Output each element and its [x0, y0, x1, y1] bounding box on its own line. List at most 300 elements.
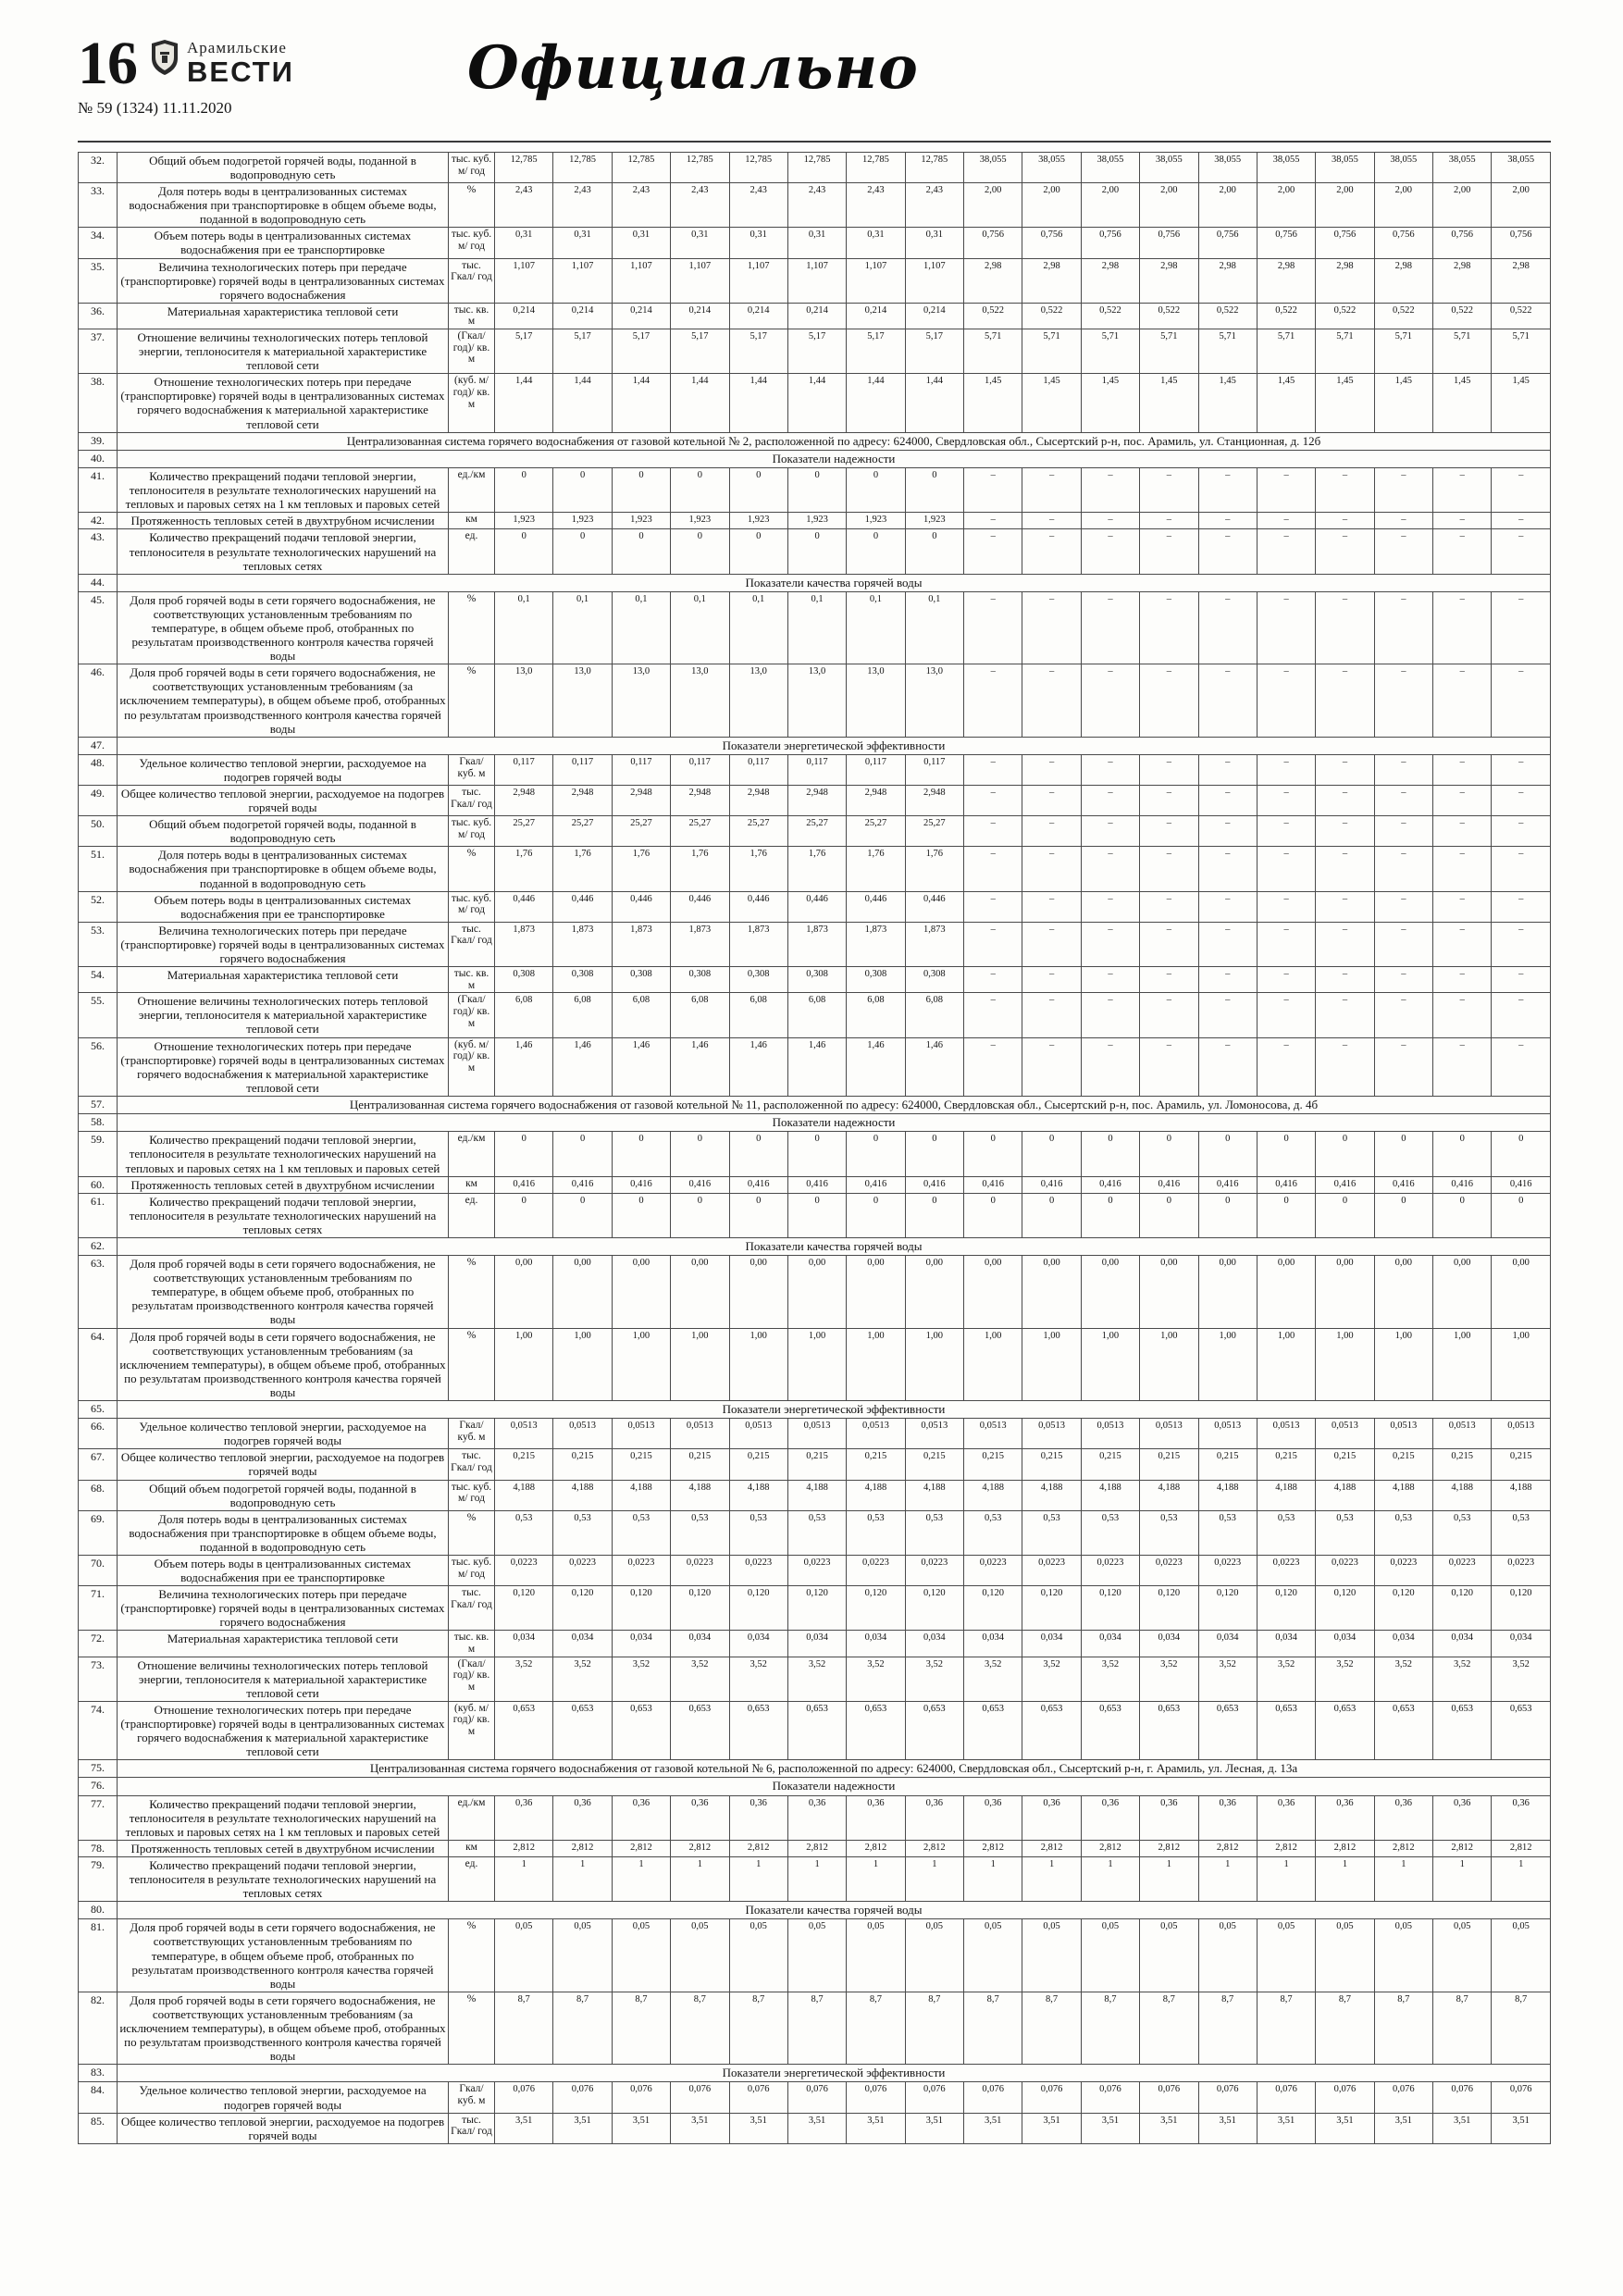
- value-cell: 5,17: [671, 329, 729, 374]
- value-cell: 1,45: [1140, 374, 1198, 432]
- value-cell: 0,05: [905, 1919, 963, 1992]
- value-cell: –: [1492, 847, 1551, 891]
- value-cell: 1,923: [553, 513, 612, 529]
- value-cell: –: [1081, 922, 1139, 966]
- value-cell: 0,0513: [612, 1419, 670, 1449]
- value-cell: –: [1316, 847, 1374, 891]
- value-cell: 0,120: [1433, 1586, 1492, 1631]
- value-cell: 1: [671, 1856, 729, 1901]
- row-description: Отношение величины технологических потерь тепловой энергии, теплоносителя к материальной характеристике тепловой сети: [118, 329, 449, 374]
- value-cell: 3,52: [964, 1657, 1022, 1701]
- value-cell: 0,0513: [1140, 1419, 1198, 1449]
- value-cell: 8,7: [1257, 1992, 1315, 2064]
- value-cell: 0: [1316, 1193, 1374, 1237]
- value-cell: 0,36: [847, 1795, 905, 1840]
- value-cell: –: [1198, 1037, 1257, 1096]
- value-cell: 1,873: [612, 922, 670, 966]
- value-cell: 0,522: [1022, 303, 1081, 329]
- value-cell: 3,51: [847, 2113, 905, 2143]
- value-cell: 0,0513: [1492, 1419, 1551, 1449]
- row-description: Величина технологических потерь при передаче (транспортировке) горячей воды в централизованных системах горячего водоснабжения: [118, 258, 449, 303]
- value-cell: –: [1374, 1037, 1432, 1096]
- value-cell: 0: [495, 1132, 553, 1176]
- value-cell: 0,076: [1316, 2082, 1374, 2113]
- value-cell: 0: [729, 1193, 787, 1237]
- value-cell: 0,076: [729, 2082, 787, 2113]
- value-cell: 38,055: [1198, 153, 1257, 183]
- value-cell: 5,71: [1198, 329, 1257, 374]
- value-cell: 0,215: [553, 1449, 612, 1480]
- value-cell: 0,522: [1257, 303, 1315, 329]
- value-cell: 3,52: [1374, 1657, 1432, 1701]
- value-cell: –: [1316, 967, 1374, 993]
- row-unit: %: [449, 847, 495, 891]
- value-cell: –: [1140, 1037, 1198, 1096]
- row-number: 74.: [79, 1701, 118, 1759]
- value-cell: 0,00: [1492, 1256, 1551, 1328]
- value-cell: 2,948: [553, 786, 612, 816]
- value-cell: 2,948: [612, 786, 670, 816]
- value-cell: 1,76: [553, 847, 612, 891]
- value-cell: 0,446: [612, 891, 670, 922]
- row-number: 32.: [79, 153, 118, 183]
- value-cell: 1,46: [729, 1037, 787, 1096]
- value-cell: 4,188: [1022, 1480, 1081, 1510]
- value-cell: 1,873: [671, 922, 729, 966]
- value-cell: 0: [905, 468, 963, 513]
- row-description: Удельное количество тепловой энергии, расходуемое на подогрев горячей воды: [118, 754, 449, 785]
- value-cell: 2,812: [729, 1840, 787, 1856]
- page-number: 16: [78, 30, 137, 97]
- row-unit: тыс. Гкал/ год: [449, 1449, 495, 1480]
- value-cell: –: [1022, 891, 1081, 922]
- value-cell: 2,812: [495, 1840, 553, 1856]
- value-cell: –: [1198, 754, 1257, 785]
- row-unit: тыс. куб. м/ год: [449, 1555, 495, 1585]
- row-number: 41.: [79, 468, 118, 513]
- value-cell: 0,416: [1433, 1176, 1492, 1193]
- value-cell: 4,188: [671, 1480, 729, 1510]
- row-number: 46.: [79, 664, 118, 737]
- table-row: [79, 993, 1551, 1037]
- value-cell: –: [1081, 967, 1139, 993]
- value-cell: –: [1257, 847, 1315, 891]
- value-cell: 25,27: [787, 816, 846, 847]
- value-cell: 0,1: [553, 591, 612, 664]
- value-cell: –: [1374, 922, 1432, 966]
- value-cell: 1,923: [847, 513, 905, 529]
- value-cell: 5,71: [1022, 329, 1081, 374]
- value-cell: –: [1022, 664, 1081, 737]
- value-cell: 0: [847, 468, 905, 513]
- value-cell: 0,034: [671, 1631, 729, 1657]
- value-cell: 0,0513: [1316, 1419, 1374, 1449]
- value-cell: –: [1492, 513, 1551, 529]
- table-row: [79, 1586, 1551, 1631]
- value-cell: 0,034: [787, 1631, 846, 1657]
- value-cell: 2,00: [1492, 183, 1551, 228]
- value-cell: –: [1140, 847, 1198, 891]
- value-cell: 1,76: [905, 847, 963, 891]
- value-cell: 0,076: [964, 2082, 1022, 2113]
- value-cell: 0,120: [729, 1586, 787, 1631]
- value-cell: 0,53: [1374, 1510, 1432, 1555]
- group-section-title: Показатели надежности: [118, 1114, 1551, 1132]
- row-description: Доля потерь воды в централизованных системах водоснабжения при транспортировке в общем объеме воды, поданной в водопроводную сеть: [118, 1510, 449, 1555]
- value-cell: 0,446: [905, 891, 963, 922]
- value-cell: –: [1433, 591, 1492, 664]
- value-cell: 0,214: [553, 303, 612, 329]
- value-cell: 0,756: [1081, 228, 1139, 258]
- value-cell: 0,00: [1374, 1256, 1432, 1328]
- value-cell: –: [1433, 754, 1492, 785]
- value-cell: –: [1374, 468, 1432, 513]
- value-cell: –: [1198, 664, 1257, 737]
- value-cell: 0,31: [612, 228, 670, 258]
- value-cell: –: [1374, 967, 1432, 993]
- value-cell: –: [1316, 529, 1374, 574]
- value-cell: 13,0: [495, 664, 553, 737]
- table-row: [79, 1449, 1551, 1480]
- value-cell: 3,51: [1257, 2113, 1315, 2143]
- row-description: Материальная характеристика тепловой сети: [118, 967, 449, 993]
- value-cell: 0: [787, 468, 846, 513]
- value-cell: 0,31: [787, 228, 846, 258]
- value-cell: 13,0: [729, 664, 787, 737]
- value-cell: –: [1492, 922, 1551, 966]
- value-cell: 0,117: [612, 754, 670, 785]
- value-cell: 4,188: [1198, 1480, 1257, 1510]
- value-cell: 12,785: [612, 153, 670, 183]
- row-unit: тыс. Гкал/ год: [449, 1586, 495, 1631]
- value-cell: 0,1: [847, 591, 905, 664]
- value-cell: 0: [1257, 1193, 1315, 1237]
- value-cell: 8,7: [1081, 1992, 1139, 2064]
- value-cell: –: [1081, 816, 1139, 847]
- value-cell: –: [1198, 847, 1257, 891]
- value-cell: 1: [495, 1856, 553, 1901]
- value-cell: 0,53: [1257, 1510, 1315, 1555]
- value-cell: 0,308: [905, 967, 963, 993]
- value-cell: 0,416: [1140, 1176, 1198, 1193]
- value-cell: 1,44: [612, 374, 670, 432]
- value-cell: 1,873: [847, 922, 905, 966]
- value-cell: 0,076: [787, 2082, 846, 2113]
- value-cell: 0,446: [787, 891, 846, 922]
- row-number: 68.: [79, 1480, 118, 1510]
- table-row: [79, 513, 1551, 529]
- value-cell: 6,08: [495, 993, 553, 1037]
- value-cell: 0,756: [1198, 228, 1257, 258]
- value-cell: –: [1257, 1037, 1315, 1096]
- table-row: [79, 1176, 1551, 1193]
- system-section-row: [79, 432, 1551, 450]
- value-cell: 0,00: [553, 1256, 612, 1328]
- value-cell: 0,120: [1316, 1586, 1374, 1631]
- system-section-title: Централизованная система горячего водоснабжения от газовой котельной № 2, расположенной по адресу: 624000, Свердловская обл., Сысертский р-н, пос. Арамиль, ул. Станционная, д. 12б: [118, 432, 1551, 450]
- value-cell: 3,51: [1140, 2113, 1198, 2143]
- group-section-row: [79, 574, 1551, 591]
- value-cell: 0,120: [495, 1586, 553, 1631]
- value-cell: 0,416: [905, 1176, 963, 1193]
- value-cell: 1,44: [553, 374, 612, 432]
- table-row: [79, 468, 1551, 513]
- value-cell: –: [1022, 1037, 1081, 1096]
- row-unit: Гкал/ куб. м: [449, 2082, 495, 2113]
- row-number: 44.: [79, 574, 118, 591]
- value-cell: 0,0513: [905, 1419, 963, 1449]
- row-description: Общее количество тепловой энергии, расходуемое на подогрев горячей воды: [118, 2113, 449, 2143]
- value-cell: 0,0513: [1022, 1419, 1081, 1449]
- value-cell: –: [1492, 786, 1551, 816]
- value-cell: –: [1022, 847, 1081, 891]
- value-cell: 1,45: [1492, 374, 1551, 432]
- value-cell: 0,53: [1492, 1510, 1551, 1555]
- row-number: 75.: [79, 1760, 118, 1778]
- row-description: Количество прекращений подачи тепловой энергии, теплоносителя в результате технологических нарушений на тепловых и паровых сетях на 1 км тепловых и паровых сетей: [118, 1795, 449, 1840]
- row-description: Доля проб горячей воды в сети горячего водоснабжения, не соответствующих установленным требованиям (за исключением температуры), в общем объеме проб, отобранных по результатам производственного контроля качества горячей воды: [118, 1992, 449, 2064]
- value-cell: 2,812: [1140, 1840, 1198, 1856]
- value-cell: 1,00: [553, 1328, 612, 1400]
- value-cell: 0,36: [553, 1795, 612, 1840]
- value-cell: 0,0513: [1257, 1419, 1315, 1449]
- value-cell: 2,43: [787, 183, 846, 228]
- value-cell: 13,0: [905, 664, 963, 737]
- value-cell: 0,076: [553, 2082, 612, 2113]
- value-cell: 1,76: [671, 847, 729, 891]
- value-cell: 0: [905, 1193, 963, 1237]
- value-cell: 1,107: [787, 258, 846, 303]
- row-number: 57.: [79, 1096, 118, 1113]
- value-cell: 3,52: [905, 1657, 963, 1701]
- value-cell: –: [1492, 967, 1551, 993]
- value-cell: 4,188: [553, 1480, 612, 1510]
- value-cell: 0,522: [1374, 303, 1432, 329]
- row-number: 39.: [79, 432, 118, 450]
- group-section-row: [79, 2065, 1551, 2082]
- row-number: 34.: [79, 228, 118, 258]
- value-cell: –: [1140, 468, 1198, 513]
- value-cell: –: [1081, 513, 1139, 529]
- value-cell: 0,00: [729, 1256, 787, 1328]
- value-cell: –: [1316, 664, 1374, 737]
- value-cell: 0,0513: [1081, 1419, 1139, 1449]
- value-cell: 0,31: [847, 228, 905, 258]
- value-cell: 0: [553, 468, 612, 513]
- value-cell: –: [1257, 754, 1315, 785]
- value-cell: 0,653: [1492, 1701, 1551, 1759]
- row-unit: %: [449, 1510, 495, 1555]
- value-cell: 25,27: [612, 816, 670, 847]
- value-cell: 12,785: [729, 153, 787, 183]
- table-row: [79, 847, 1551, 891]
- value-cell: 0,31: [495, 228, 553, 258]
- value-cell: 0,31: [905, 228, 963, 258]
- value-cell: 0,756: [1140, 228, 1198, 258]
- official-table: [78, 152, 1551, 2144]
- value-cell: 1,107: [495, 258, 553, 303]
- value-cell: 0: [495, 529, 553, 574]
- value-cell: 1,873: [553, 922, 612, 966]
- value-cell: 0,1: [729, 591, 787, 664]
- value-cell: 0,308: [847, 967, 905, 993]
- value-cell: 0,0223: [495, 1555, 553, 1585]
- value-cell: 0: [964, 1132, 1022, 1176]
- table-row: [79, 153, 1551, 183]
- value-cell: 5,71: [1257, 329, 1315, 374]
- value-cell: 1: [729, 1856, 787, 1901]
- row-number: 52.: [79, 891, 118, 922]
- value-cell: 0,117: [847, 754, 905, 785]
- row-number: 50.: [79, 816, 118, 847]
- value-cell: 0,117: [787, 754, 846, 785]
- group-section-title: Показатели энергетической эффективности: [118, 2065, 1551, 2082]
- value-cell: –: [964, 664, 1022, 737]
- value-cell: –: [1433, 1037, 1492, 1096]
- row-number: 33.: [79, 183, 118, 228]
- value-cell: 0,034: [1081, 1631, 1139, 1657]
- value-cell: 0,653: [671, 1701, 729, 1759]
- row-number: 80.: [79, 1902, 118, 1919]
- value-cell: 0,653: [1198, 1701, 1257, 1759]
- value-cell: 1: [1433, 1856, 1492, 1901]
- value-cell: 0,36: [1198, 1795, 1257, 1840]
- value-cell: 0,00: [787, 1256, 846, 1328]
- value-cell: 1,46: [612, 1037, 670, 1096]
- value-cell: 1,45: [1374, 374, 1432, 432]
- value-cell: –: [1257, 993, 1315, 1037]
- value-cell: 0,36: [1257, 1795, 1315, 1840]
- table-row: [79, 1701, 1551, 1759]
- row-number: 55.: [79, 993, 118, 1037]
- value-cell: 0,446: [671, 891, 729, 922]
- value-cell: 0: [847, 1132, 905, 1176]
- value-cell: 25,27: [847, 816, 905, 847]
- value-cell: 0,31: [671, 228, 729, 258]
- row-unit: Гкал/ куб. м: [449, 754, 495, 785]
- row-description: Величина технологических потерь при передаче (транспортировке) горячей воды в централизованных системах горячего водоснабжения: [118, 1586, 449, 1631]
- value-cell: 0,05: [495, 1919, 553, 1992]
- row-unit: (Гкал/ год)/ кв. м: [449, 993, 495, 1037]
- value-cell: 0,00: [905, 1256, 963, 1328]
- value-cell: –: [1140, 754, 1198, 785]
- value-cell: 38,055: [1140, 153, 1198, 183]
- row-unit: (Гкал/ год)/ кв. м: [449, 1657, 495, 1701]
- value-cell: –: [1081, 591, 1139, 664]
- table-row: [79, 1992, 1551, 2064]
- value-cell: 0,05: [1433, 1919, 1492, 1992]
- value-cell: –: [1198, 529, 1257, 574]
- value-cell: 0,076: [1433, 2082, 1492, 2113]
- value-cell: 0: [612, 468, 670, 513]
- row-unit: %: [449, 1256, 495, 1328]
- row-number: 69.: [79, 1510, 118, 1555]
- value-cell: 0: [612, 1132, 670, 1176]
- value-cell: 0,416: [847, 1176, 905, 1193]
- value-cell: 0,076: [612, 2082, 670, 2113]
- value-cell: 0,034: [1198, 1631, 1257, 1657]
- value-cell: 1,44: [729, 374, 787, 432]
- value-cell: 1,45: [1198, 374, 1257, 432]
- value-cell: 0: [787, 1132, 846, 1176]
- value-cell: 5,17: [787, 329, 846, 374]
- value-cell: 3,51: [905, 2113, 963, 2143]
- value-cell: 12,785: [671, 153, 729, 183]
- value-cell: 0,0223: [905, 1555, 963, 1585]
- value-cell: –: [1492, 468, 1551, 513]
- table-row: [79, 1856, 1551, 1901]
- value-cell: 3,52: [847, 1657, 905, 1701]
- value-cell: 0,653: [905, 1701, 963, 1759]
- value-cell: –: [1316, 513, 1374, 529]
- value-cell: 8,7: [1492, 1992, 1551, 2064]
- value-cell: 3,51: [1316, 2113, 1374, 2143]
- value-cell: –: [964, 529, 1022, 574]
- value-cell: 3,52: [1081, 1657, 1139, 1701]
- value-cell: 0: [612, 529, 670, 574]
- row-unit: тыс. кв. м: [449, 967, 495, 993]
- row-unit: тыс. кв. м: [449, 303, 495, 329]
- value-cell: 2,948: [729, 786, 787, 816]
- table-row: [79, 1510, 1551, 1555]
- value-cell: 0,215: [1316, 1449, 1374, 1480]
- value-cell: 1,923: [612, 513, 670, 529]
- value-cell: –: [1433, 513, 1492, 529]
- value-cell: 12,785: [553, 153, 612, 183]
- system-section-title: Централизованная система горячего водоснабжения от газовой котельной № 11, расположенной по адресу: 624000, Свердловская обл., Сысертский р-н, пос. Арамиль, ул. Ломоносова, д. 4б: [118, 1096, 1551, 1113]
- value-cell: 0,36: [905, 1795, 963, 1840]
- value-cell: 2,812: [553, 1840, 612, 1856]
- value-cell: 1,00: [1198, 1328, 1257, 1400]
- value-cell: 0,117: [671, 754, 729, 785]
- value-cell: –: [1022, 967, 1081, 993]
- value-cell: 3,52: [1492, 1657, 1551, 1701]
- value-cell: 0,215: [905, 1449, 963, 1480]
- value-cell: 0: [671, 1193, 729, 1237]
- value-cell: 5,17: [495, 329, 553, 374]
- value-cell: 0,034: [1140, 1631, 1198, 1657]
- table-row: [79, 2082, 1551, 2113]
- value-cell: 1: [1257, 1856, 1315, 1901]
- value-cell: 0,05: [1198, 1919, 1257, 1992]
- value-cell: –: [1140, 891, 1198, 922]
- value-cell: 2,00: [1374, 183, 1432, 228]
- value-cell: 0: [1492, 1132, 1551, 1176]
- value-cell: 2,948: [787, 786, 846, 816]
- value-cell: 12,785: [787, 153, 846, 183]
- value-cell: 1,00: [1316, 1328, 1374, 1400]
- row-number: 62.: [79, 1237, 118, 1255]
- value-cell: 0,05: [671, 1919, 729, 1992]
- value-cell: 8,7: [1022, 1992, 1081, 2064]
- value-cell: 3,52: [612, 1657, 670, 1701]
- row-number: 43.: [79, 529, 118, 574]
- value-cell: 0,215: [1022, 1449, 1081, 1480]
- value-cell: 2,43: [847, 183, 905, 228]
- value-cell: 0,0513: [729, 1419, 787, 1449]
- value-cell: 0,05: [729, 1919, 787, 1992]
- row-number: 45.: [79, 591, 118, 664]
- row-unit: тыс. кв. м: [449, 1631, 495, 1657]
- value-cell: 3,52: [1022, 1657, 1081, 1701]
- value-cell: 0,214: [905, 303, 963, 329]
- row-description: Протяженность тепловых сетей в двухтрубном исчислении: [118, 513, 449, 529]
- value-cell: 0,0513: [553, 1419, 612, 1449]
- value-cell: 5,17: [847, 329, 905, 374]
- value-cell: –: [964, 993, 1022, 1037]
- value-cell: 0,076: [1022, 2082, 1081, 2113]
- value-cell: 3,51: [787, 2113, 846, 2143]
